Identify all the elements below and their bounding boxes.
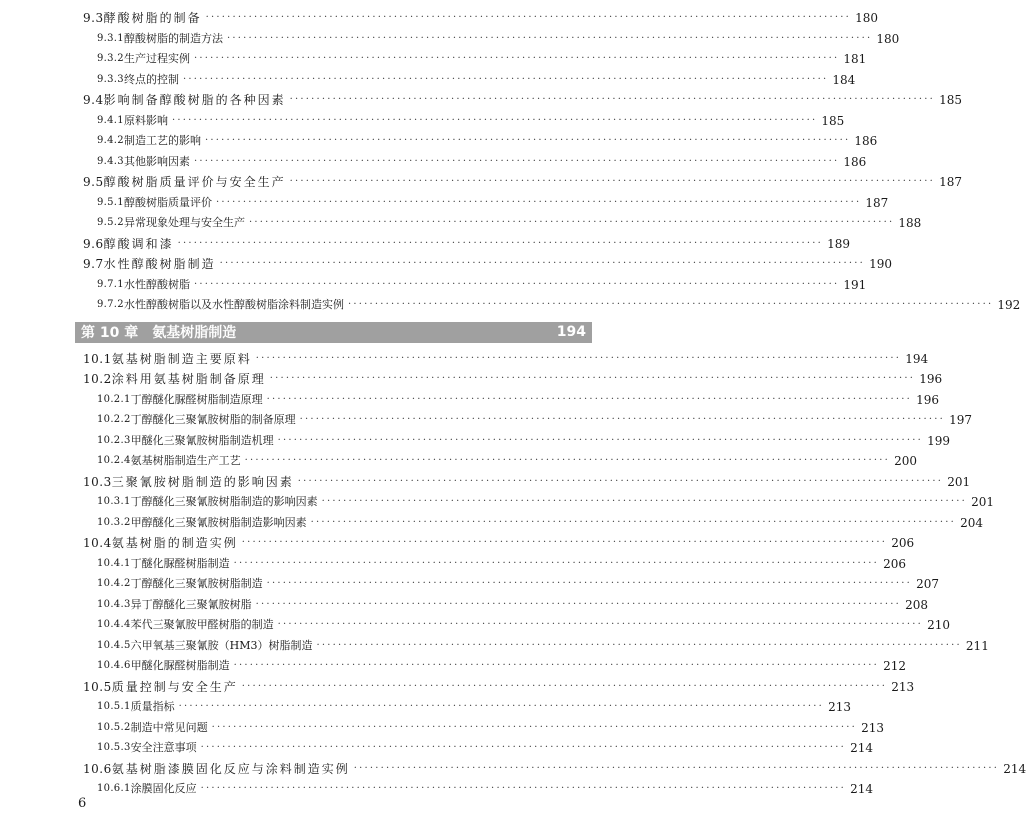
toc-entry-number: 10.6 xyxy=(83,761,112,776)
toc-entry-title: 氨基树脂制造主要原料 xyxy=(111,351,252,366)
dot-leader: ························································································································ xyxy=(269,373,916,384)
toc-subsection-entry xyxy=(0,492,994,513)
toc-subsection-entry xyxy=(0,431,950,452)
toc-entry-title: 酵酸树脂的制备 xyxy=(103,11,202,25)
toc-section-chapter-10 xyxy=(0,349,1026,800)
toc-entry-number: 9.4 xyxy=(83,93,104,107)
dot-leader: ························································································································ xyxy=(310,516,957,528)
toc-entry-number: 10.4.3 xyxy=(97,598,131,610)
toc-section-entry xyxy=(0,369,943,390)
toc-entry-number: 10.2.3 xyxy=(97,434,131,446)
toc-entry-title: 生产过程实例 xyxy=(123,52,190,65)
toc-entry-number: 10.2 xyxy=(83,372,112,386)
toc-entry-page: 213 xyxy=(861,720,884,735)
toc-subsection-entry xyxy=(0,390,939,411)
chapter-label: 第 10 章 xyxy=(81,325,139,341)
toc-entry-page: 196 xyxy=(919,372,943,386)
toc-entry-number: 9.6 xyxy=(83,236,104,251)
toc-entry-title: 水性醇酸树脂以及水性醇酸树脂涂料制造实例 xyxy=(123,298,344,311)
toc-section-entry xyxy=(0,254,892,275)
toc-subsection-entry xyxy=(0,451,917,472)
toc-entry-title: 异常现象处理与安全生产 xyxy=(123,216,245,229)
toc-entry-number: 10.5.2 xyxy=(97,721,131,733)
toc-section-entry xyxy=(0,90,962,111)
toc-entry-number: 10.3.2 xyxy=(97,516,131,528)
toc-entry-page: 180 xyxy=(876,31,900,46)
toc-entry-number: 10.4 xyxy=(83,536,112,550)
toc-subsection-entry xyxy=(0,595,928,616)
toc-entry-title: 其他影响因素 xyxy=(123,154,190,168)
toc-entry-number: 9.3.3 xyxy=(97,73,124,85)
toc-entry-number: 10.1 xyxy=(83,351,112,366)
chapter-page: 194 xyxy=(556,324,586,340)
dot-leader: ························································································································ xyxy=(255,352,902,364)
dot-leader: ························································································································ xyxy=(226,32,873,44)
toc-entry-page: 191 xyxy=(843,277,867,292)
toc-entry-title: 终点的控制 xyxy=(123,72,179,86)
dot-leader: ························································································································ xyxy=(321,496,968,507)
toc-entry-number: 10.5.3 xyxy=(97,742,131,753)
dot-leader: ························································································································ xyxy=(193,155,840,167)
toc-entry-number: 10.3.1 xyxy=(97,496,131,507)
toc-entry-page: 212 xyxy=(883,659,906,673)
toc-entry-title: 丁醇醚化三聚氰胺树脂制造 xyxy=(130,577,263,590)
toc-subsection-entry xyxy=(0,656,906,677)
dot-leader: ························································································································ xyxy=(219,258,866,269)
toc-entry-title: 丁醇醚化脲醛树脂制造原理 xyxy=(130,392,263,406)
dot-leader: ························································································································ xyxy=(241,537,888,548)
toc-entry-page: 197 xyxy=(949,413,972,427)
dot-leader: ························································································································ xyxy=(205,12,852,23)
toc-entry-page: 213 xyxy=(891,679,915,694)
toc-entry-number: 10.4.1 xyxy=(97,557,131,569)
toc-entry-number: 9.4.3 xyxy=(97,155,124,167)
toc-entry-title: 氨基树脂制造生产工艺 xyxy=(130,454,241,467)
toc-entry-number: 9.5.2 xyxy=(97,217,124,228)
dot-leader: ························································································································ xyxy=(353,762,1000,774)
dot-leader: ························································································································ xyxy=(200,742,847,753)
toc-subsection-entry xyxy=(0,554,906,575)
dot-leader: ························································································································ xyxy=(255,598,902,610)
toc-entry-number: 9.5.1 xyxy=(97,196,124,208)
toc-subsection-entry xyxy=(0,295,1021,316)
toc-subsection-entry xyxy=(0,718,884,739)
dot-leader: ························································································································ xyxy=(248,217,895,228)
chapter-heading xyxy=(75,322,592,343)
toc-subsection-entry xyxy=(0,111,845,132)
toc-entry-number: 10.6.1 xyxy=(97,783,131,794)
dot-leader: ························································································································ xyxy=(204,135,851,146)
toc-subsection-entry xyxy=(0,131,878,152)
dot-leader: ························································································································ xyxy=(244,455,891,466)
toc-entry-number: 9.5 xyxy=(83,175,104,189)
toc-entry-page: 181 xyxy=(843,52,867,66)
toc-entry-page: 213 xyxy=(828,700,851,714)
toc-entry-page: 185 xyxy=(939,93,962,107)
dot-leader: ························································································································ xyxy=(200,783,847,794)
toc-entry-title: 甲醇醚化三聚氰胺树脂制造影响因素 xyxy=(130,515,307,529)
toc-subsection-entry xyxy=(0,29,900,50)
dot-leader: ························································································································ xyxy=(215,196,862,208)
toc-subsection-entry xyxy=(0,636,989,657)
toc-section-entry xyxy=(0,172,962,193)
toc-entry-title: 水性醇酸树脂 xyxy=(123,277,190,291)
toc-entry-title: 醇酸树脂质量评价 xyxy=(123,195,212,209)
dot-leader: ························································································································ xyxy=(178,701,825,712)
toc-entry-page: 201 xyxy=(947,474,971,489)
dot-leader: ························································································································ xyxy=(193,53,840,64)
toc-section-entry xyxy=(0,349,929,370)
toc-entry-page: 214 xyxy=(850,782,873,796)
toc-entry-page: 208 xyxy=(905,597,928,612)
toc-entry-title: 质量指标 xyxy=(130,700,175,713)
dot-leader: ························································································································ xyxy=(316,639,962,651)
dot-leader: ························································································································ xyxy=(211,721,858,733)
dot-leader: ························································································································ xyxy=(182,73,829,85)
dot-leader: ························································································································ xyxy=(277,619,924,630)
dot-leader: ························································································································ xyxy=(289,94,936,105)
toc-entry-title: 丁醚化脲醛树脂制造 xyxy=(130,556,230,570)
dot-leader: ························································································································ xyxy=(171,114,818,126)
toc-entry-number: 10.4.6 xyxy=(97,660,131,671)
toc-entry-page: 190 xyxy=(869,257,892,271)
toc-entry-page: 187 xyxy=(939,175,962,189)
toc-entry-page: 199 xyxy=(927,433,950,448)
toc-entry-number: 9.7.1 xyxy=(97,278,124,290)
dot-leader: ························································································································ xyxy=(347,299,994,310)
dot-leader: ························································································································ xyxy=(177,237,824,249)
toc-section-chapter-9 xyxy=(0,8,1021,316)
toc-entry-page: 180 xyxy=(855,11,878,25)
toc-entry-page: 192 xyxy=(997,298,1021,312)
toc-entry-title: 氨基树脂的制造实例 xyxy=(111,536,238,550)
toc-entry-number: 10.4.4 xyxy=(97,619,131,630)
dot-leader: ························································································································ xyxy=(233,660,880,671)
toc-section-entry xyxy=(0,472,971,493)
toc-entry-number: 9.4.2 xyxy=(97,135,124,146)
toc-entry-page: 187 xyxy=(865,195,889,210)
toc-entry-title: 醇酸调和漆 xyxy=(103,236,174,251)
toc-entry-title: 醇酸树脂的制造方法 xyxy=(123,31,223,45)
toc-entry-page: 211 xyxy=(965,638,989,653)
dot-leader: ························································································································ xyxy=(241,680,888,692)
toc-entry-page: 206 xyxy=(883,556,906,571)
dot-leader: ························································································································ xyxy=(299,414,946,425)
toc-entry-title: 三聚氰胺树脂制造的影响因素 xyxy=(111,474,294,489)
toc-section-entry xyxy=(0,8,878,29)
dot-leader: ························································································································ xyxy=(297,475,944,487)
toc-entry-title: 影响制备醇酸树脂的各种因素 xyxy=(103,93,286,107)
toc-entry-title: 制造工艺的影响 xyxy=(123,134,201,147)
toc-subsection-entry xyxy=(0,193,889,214)
toc-entry-page: 210 xyxy=(927,618,950,632)
toc-entry-page: 184 xyxy=(832,72,856,87)
toc-entry-page: 201 xyxy=(971,495,994,509)
toc-entry-title: 制造中常见问题 xyxy=(130,720,208,734)
toc-entry-title: 水性醇酸树脂制造 xyxy=(103,257,216,271)
toc-subsection-entry xyxy=(0,49,867,70)
toc-entry-number: 10.2.1 xyxy=(97,393,131,405)
toc-entry-number: 10.5.1 xyxy=(97,701,131,712)
toc-entry-title: 六甲氧基三聚氰胺（HM3）树脂制造 xyxy=(130,638,313,652)
toc-entry-page: 214 xyxy=(1003,761,1026,776)
toc-entry-page: 186 xyxy=(854,134,878,148)
toc-entry-page: 206 xyxy=(891,536,915,550)
toc-section-entry xyxy=(0,677,915,698)
dot-leader: ························································································································ xyxy=(289,176,936,187)
toc-entry-title: 甲醚化三聚氰胺树脂制造机理 xyxy=(130,433,274,447)
toc-entry-page: 189 xyxy=(827,236,850,251)
dot-leader: ························································································································ xyxy=(266,578,913,589)
toc-subsection-entry xyxy=(0,697,851,718)
toc-entry-page: 188 xyxy=(898,216,922,230)
toc-entry-page: 196 xyxy=(916,392,939,407)
toc-entry-title: 甲醚化脲醛树脂制造 xyxy=(130,659,230,672)
toc-entry-title: 质量控制与安全生产 xyxy=(111,679,238,694)
toc-entry-page: 207 xyxy=(916,577,939,591)
toc-entry-page: 204 xyxy=(960,515,983,530)
toc-entry-page: 200 xyxy=(894,454,917,468)
toc-entry-title: 苯代三聚氰胺甲醛树脂的制造 xyxy=(130,618,274,631)
toc-entry-title: 原料影响 xyxy=(123,113,168,127)
toc-entry-number: 9.3 xyxy=(83,11,104,25)
chapter-title: 氨基树脂制造 xyxy=(152,325,237,341)
toc-subsection-entry xyxy=(0,738,873,759)
toc-entry-title: 涂膜固化反应 xyxy=(130,782,197,795)
toc-subsection-entry xyxy=(0,275,867,296)
toc-entry-page: 186 xyxy=(843,154,867,169)
table-of-contents xyxy=(0,8,1026,800)
toc-subsection-entry xyxy=(0,410,972,431)
toc-section-entry xyxy=(0,759,1026,780)
toc-entry-number: 10.3 xyxy=(83,474,112,489)
dot-leader: ························································································································ xyxy=(277,434,924,446)
page-number: 6 xyxy=(78,796,87,811)
toc-entry-title: 氨基树脂漆膜固化反应与涂料制造实例 xyxy=(111,761,350,776)
toc-entry-title: 醇酸树脂质量评价与安全生产 xyxy=(103,175,286,189)
toc-subsection-entry xyxy=(0,152,867,173)
dot-leader: ························································································································ xyxy=(233,557,880,569)
toc-entry-number: 10.2.4 xyxy=(97,455,131,466)
toc-entry-number: 9.4.1 xyxy=(97,114,124,126)
toc-subsection-entry xyxy=(0,615,950,636)
dot-leader: ························································································································ xyxy=(266,393,913,405)
toc-subsection-entry xyxy=(0,779,873,800)
toc-entry-number: 9.3.2 xyxy=(97,53,124,64)
toc-entry-number: 9.7 xyxy=(83,257,104,271)
toc-entry-page: 194 xyxy=(905,351,929,366)
toc-subsection-entry xyxy=(0,513,983,534)
toc-entry-page: 214 xyxy=(850,741,873,755)
toc-entry-number: 9.7.2 xyxy=(97,299,124,310)
toc-entry-number: 10.2.2 xyxy=(97,414,131,425)
dot-leader: ························································································································ xyxy=(193,278,840,290)
toc-section-entry xyxy=(0,234,850,255)
toc-entry-title: 异丁醇醚化三聚氰胺树脂 xyxy=(130,597,252,611)
toc-subsection-entry xyxy=(0,574,939,595)
toc-entry-title: 丁醇醚化三聚氰胺树脂的制备原理 xyxy=(130,413,296,426)
toc-entry-number: 9.3.1 xyxy=(97,32,124,44)
toc-subsection-entry xyxy=(0,70,856,91)
toc-section-entry xyxy=(0,533,915,554)
toc-entry-page: 185 xyxy=(821,113,845,128)
toc-entry-number: 10.5 xyxy=(83,679,112,694)
toc-entry-number: 10.4.2 xyxy=(97,578,131,589)
toc-entry-title: 涂料用氨基树脂制备原理 xyxy=(111,372,266,386)
toc-entry-title: 安全注意事项 xyxy=(130,741,197,754)
toc-entry-number: 10.4.5 xyxy=(97,639,131,651)
toc-subsection-entry xyxy=(0,213,922,234)
toc-entry-title: 丁醇醚化三聚氰胺树脂制造的影响因素 xyxy=(130,495,318,508)
